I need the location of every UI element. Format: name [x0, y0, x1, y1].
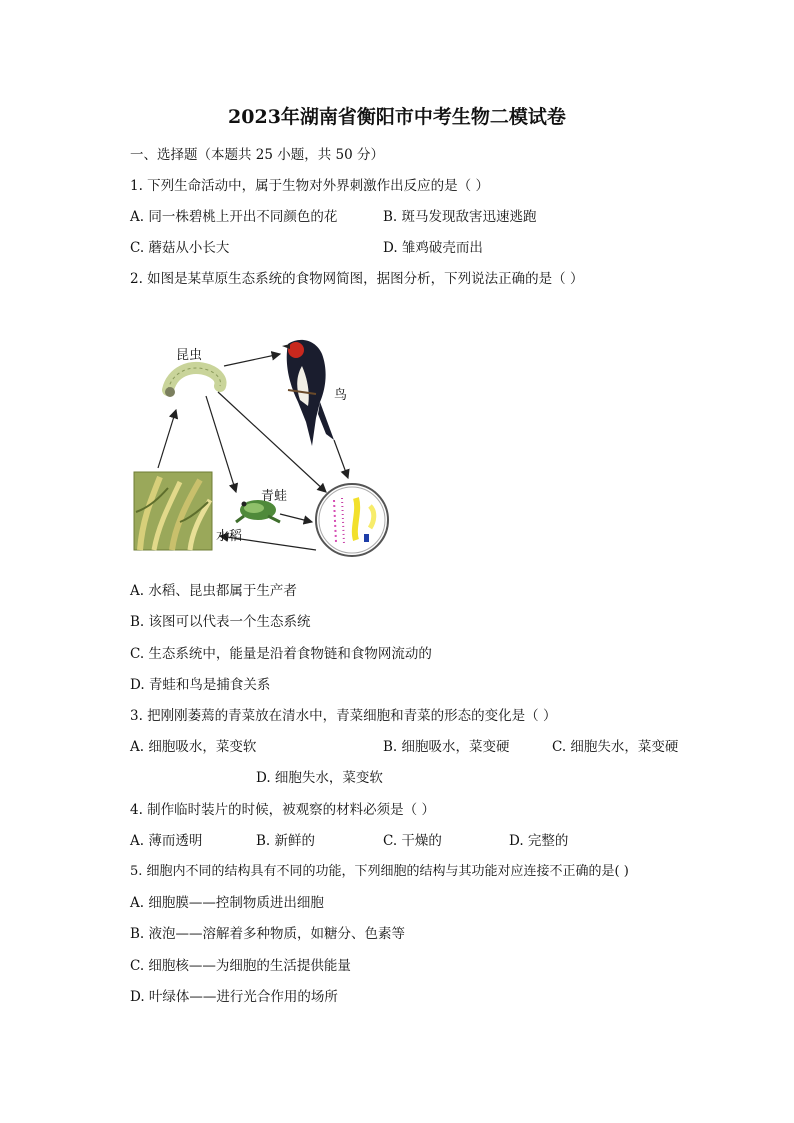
question-5-option-b: B. 液泡——溶解着多种物质，如糖分、色素等 [130, 926, 406, 942]
label-frog: 青蛙 [261, 489, 288, 504]
question-3-stem: 3. 把刚刚萎蔫的青菜放在清水中，青菜细胞和青菜的形态的变化是（ ） [130, 708, 557, 724]
question-4-option-b: B. 新鲜的 [256, 833, 316, 849]
question-4-option-a: A. 薄而透明 [130, 833, 203, 849]
question-1-option-a: A. 同一株碧桃上开出不同颜色的花 [130, 209, 338, 225]
question-3-option-d: D. 细胞失水，菜变软 [256, 770, 383, 786]
question-4-stem: 4. 制作临时装片的时候，被观察的材料必须是（ ） [130, 802, 435, 818]
label-insect: 昆虫 [176, 348, 203, 363]
question-5-option-c: C. 细胞核——为细胞的生活提供能量 [130, 958, 351, 974]
arrow-bird-to-decomposer [334, 440, 348, 478]
question-5-option-d: D. 叶绿体——进行光合作用的场所 [130, 989, 338, 1005]
arrow-insect-to-bird [224, 354, 280, 366]
question-2-option-d: D. 青蛙和鸟是捕食关系 [130, 677, 271, 693]
decomposer-dish-image [316, 484, 388, 556]
page-title: 2023年湖南省衡阳市中考生物二模试卷 [228, 106, 566, 128]
question-2-option-c: C. 生态系统中，能量是沿着食物链和食物网流动的 [130, 646, 432, 662]
food-web-figure [120, 322, 420, 562]
question-4-option-d: D. 完整的 [509, 833, 569, 849]
label-bird: 鸟 [334, 388, 348, 403]
insect-image [165, 368, 221, 397]
question-3-option-c: C. 细胞失水，菜变硬 [552, 739, 679, 755]
arrow-rice-to-insect [158, 410, 176, 468]
question-5-option-a: A. 细胞膜——控制物质进出细胞 [130, 895, 324, 911]
question-5-stem: 5. 细胞内不同的结构具有不同的功能，下列细胞的结构与其功能对应连接不正确的是( ) [130, 864, 629, 879]
question-1-option-d: D. 雏鸡破壳而出 [383, 240, 483, 256]
bird-image [282, 340, 334, 446]
question-2-option-b: B. 该图可以代表一个生态系统 [130, 614, 311, 630]
food-web-diagram [120, 322, 420, 562]
rice-image [134, 472, 212, 550]
question-1-option-c: C. 蘑菇从小长大 [130, 240, 230, 256]
arrow-frog-to-decomposer [280, 514, 312, 522]
label-rice: 水稻 [216, 529, 243, 544]
question-1-option-b: B. 斑马发现敌害迅速逃跑 [383, 209, 537, 225]
question-3-option-a: A. 细胞吸水，菜变软 [130, 739, 257, 755]
question-2-option-a: A. 水稻、昆虫都属于生产者 [130, 583, 297, 599]
section-heading: 一、选择题（本题共 25 小题，共 50 分） [130, 147, 385, 163]
question-3-option-b: B. 细胞吸水，菜变硬 [383, 739, 510, 755]
question-4-option-c: C. 干燥的 [383, 833, 442, 849]
question-1-stem: 1. 下列生命活动中，属于生物对外界刺激作出反应的是（ ） [130, 178, 489, 194]
question-2-stem: 2. 如图是某草原生态系统的食物网简图，据图分析，下列说法正确的是（ ） [130, 271, 584, 287]
